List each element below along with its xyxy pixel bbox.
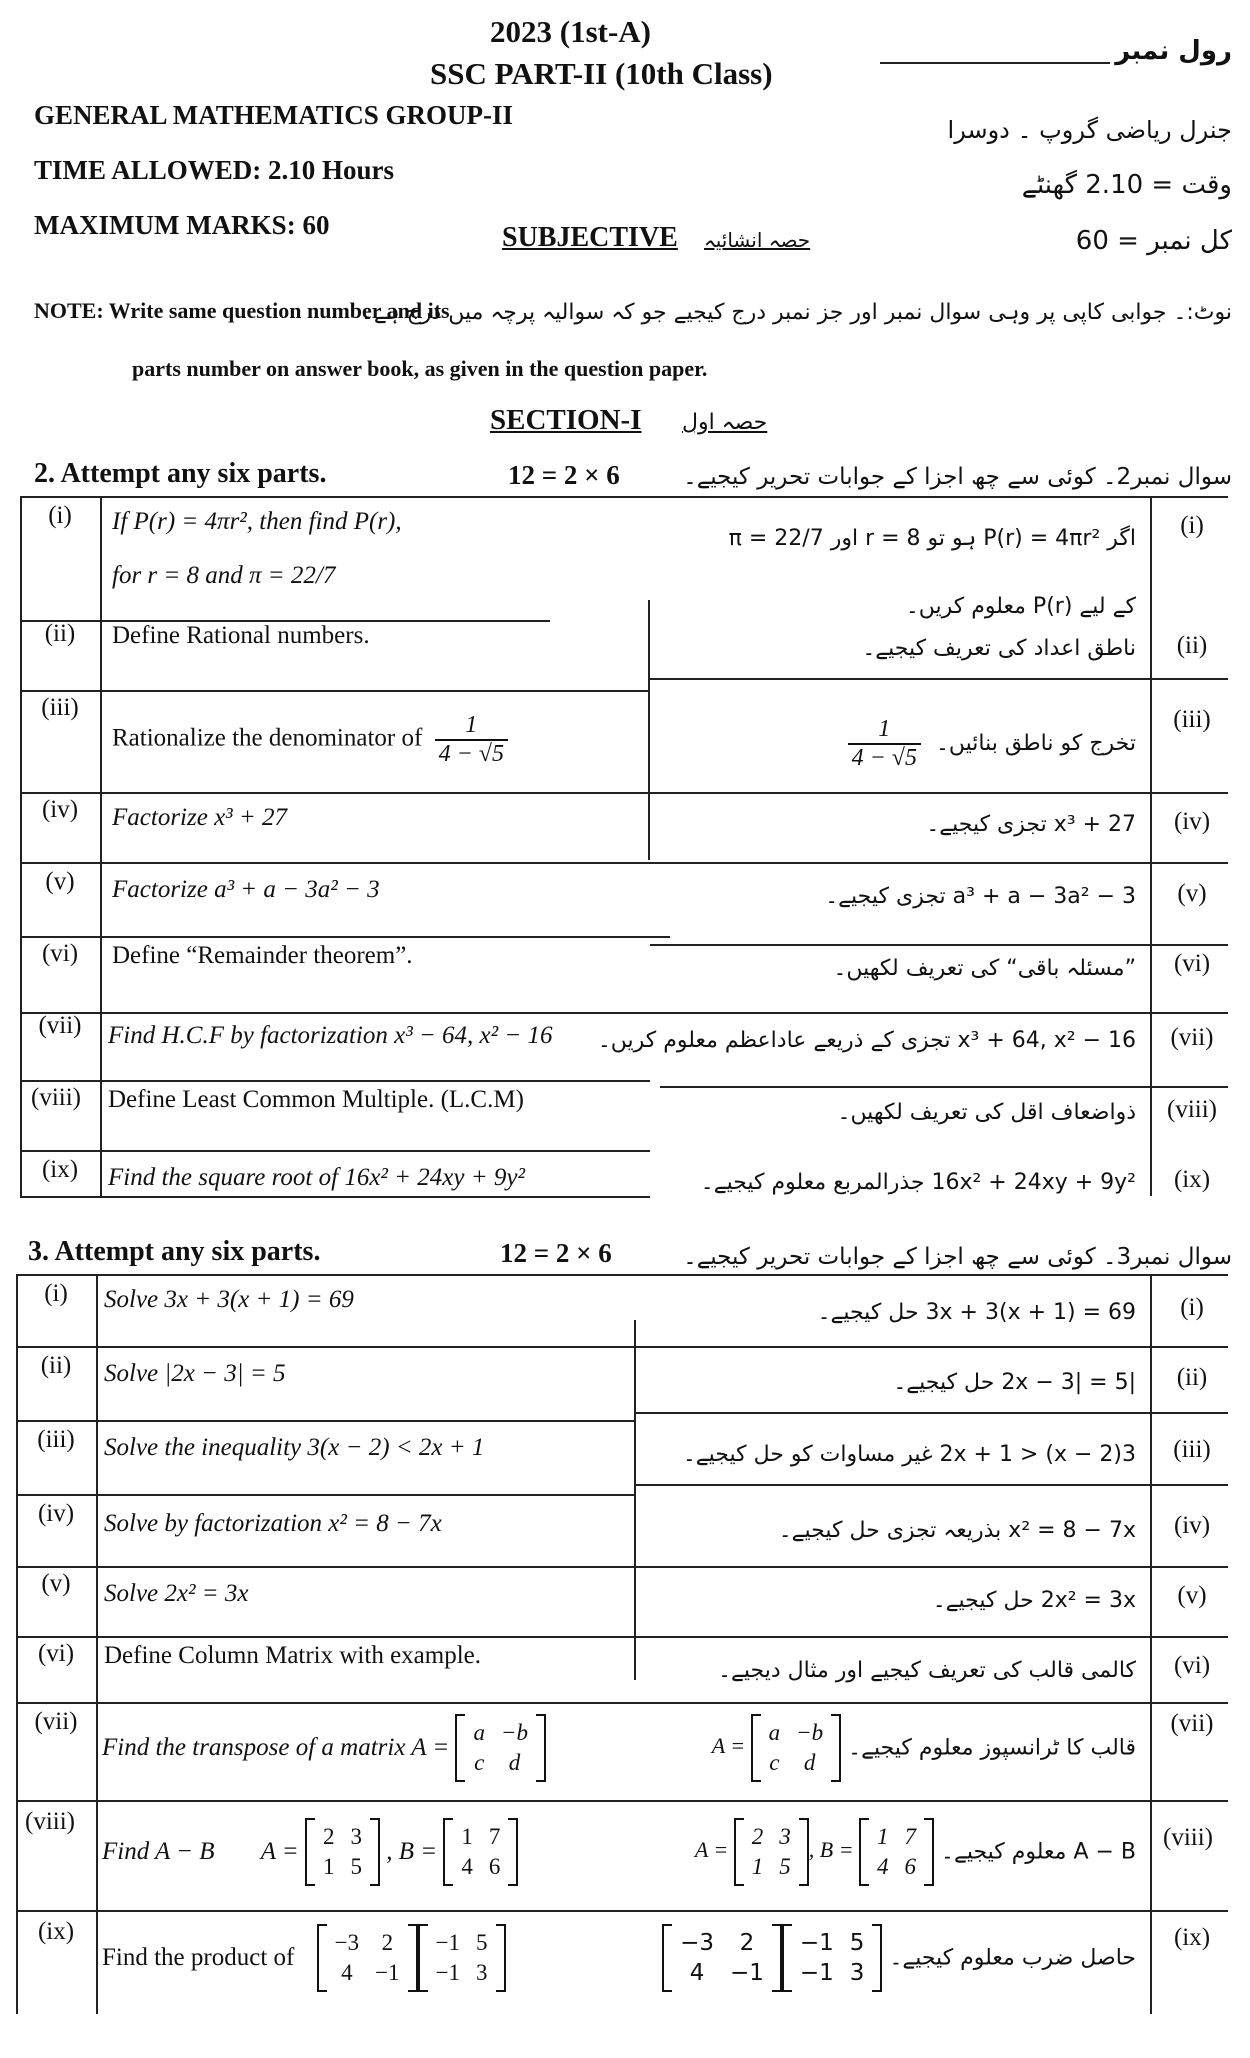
matrix-b-values: 1 7 4 6 xyxy=(859,1818,934,1886)
roll-number-label: رول نمبر xyxy=(1115,36,1232,66)
q2-part-number: (ix) xyxy=(41,1156,79,1183)
q2-part-text-urdu-line2: کے لیے P(r) معلوم کریں۔ xyxy=(905,594,1136,619)
q2-part-number-right: (vi) xyxy=(1173,950,1211,977)
q3-part-number: (ii) xyxy=(40,1352,72,1379)
q2-part-number: (viii) xyxy=(31,1084,81,1111)
q3-part-number-right: (vii) xyxy=(1170,1710,1214,1737)
q2-part-number: (vi) xyxy=(41,940,79,967)
q3-part-text-urdu: 3(x − 2) < 2x + 1 غیر مساوات کو حل کیجیے۔ xyxy=(682,1442,1136,1467)
matrix-product-left: −3 2 4 −1 xyxy=(317,1924,418,1992)
q2-part-number-right: (ii) xyxy=(1176,632,1208,659)
q3-part-number-right: (iii) xyxy=(1173,1436,1211,1463)
q3-part-text: Define Column Matrix with example. xyxy=(104,1642,482,1669)
q3-part-number: (iii) xyxy=(37,1426,75,1453)
time-allowed: TIME ALLOWED: 2.10 Hours xyxy=(34,155,395,185)
q3-part-number-right: (ix) xyxy=(1173,1924,1211,1951)
roll-number-line xyxy=(880,62,1110,64)
q2-part-number: (iii) xyxy=(41,694,79,721)
q2-part-number: (ii) xyxy=(44,620,76,647)
q3-part-text-urdu: حاصل ضرب معلوم کیجیے۔ −3 2 4 −1 −1 5 −1 3 xyxy=(662,1924,1136,1992)
q3-part-number: (vii) xyxy=(34,1708,78,1735)
q3-part-text-urdu: |2x − 3| = 5 حل کیجیے۔ xyxy=(893,1370,1136,1395)
q2-part-text: Define Least Common Multiple. (L.C.M) xyxy=(108,1086,524,1113)
q2-part-text-line2: for r = 8 and π = 22/7 xyxy=(112,562,336,589)
q3-part-text: Solve 3x + 3(x + 1) = 69 xyxy=(104,1286,354,1313)
matrix-a-values: 2 3 1 5 xyxy=(734,1818,809,1886)
matrix-product-right: −1 5 −1 3 xyxy=(418,1924,506,1992)
q3-part-text-urdu: 3x + 3(x + 1) = 69 حل کیجیے۔ xyxy=(817,1300,1136,1325)
q2-part-number-right: (ix) xyxy=(1173,1166,1211,1193)
section-title: SECTION-I xyxy=(490,404,642,436)
q3-part-text-urdu: 2x² = 3x حل کیجیے۔ xyxy=(932,1588,1136,1613)
q3-part-number: (viii) xyxy=(25,1808,75,1835)
q2-heading-urdu: سوال نمبر2۔ کوئی سے چھ اجزا کے جوابات تحریر کیجیے۔ xyxy=(683,464,1232,490)
q3-part-number-right: (iv) xyxy=(1173,1512,1211,1539)
q2-part-text-urdu: x³ + 27 تجزی کیجیے۔ xyxy=(926,812,1136,837)
q3-part-number-right: (v) xyxy=(1177,1582,1207,1609)
q3-part-number: (iv) xyxy=(37,1500,75,1527)
subject-title: GENERAL MATHEMATICS GROUP-II xyxy=(34,100,514,130)
q3-part-number-right: (viii) xyxy=(1163,1824,1213,1851)
q3-part-text-urdu: x² = 8 − 7x بذریعہ تجزی حل کیجیے۔ xyxy=(778,1518,1136,1543)
q3-part-number: (i) xyxy=(44,1280,68,1307)
q2-part-text-urdu: x³ + 64, x² − 16 تجزی کے ذریعے عاداعظم معلوم کریں۔ xyxy=(597,1028,1136,1053)
exam-year: 2023 (1st-A) xyxy=(490,14,651,49)
q2-part-text: If P(r) = 4πr², then find P(r), xyxy=(112,508,402,535)
q2-part-text-urdu: ”مسئلہ باقی“ کی تعریف لکھیں۔ xyxy=(833,956,1136,981)
q2-part-number: (iv) xyxy=(41,796,79,823)
q2-part-text-urdu: a³ + a − 3a² − 3 تجزی کیجیے۔ xyxy=(825,884,1136,909)
q2-part-number: (i) xyxy=(48,502,72,529)
q2-part-text-urdu: تخرج کو ناطق بنائیں۔ $\frac{1}{4 - √5}$ xyxy=(848,716,1136,772)
note-urdu: نوٹ:۔ جوابی کاپی پر وہی سوال نمبر اور جز نمبر درج کیجیے جو کہ سوالیہ پرچہ میں درج ہے۔ xyxy=(360,300,1232,325)
q2-part-number-right: (iv) xyxy=(1173,808,1211,835)
q2-part-text: Find the square root of 16x² + 24xy + 9y² xyxy=(108,1164,525,1191)
note-line-2: parts number on answer book, as given in the question paper. xyxy=(132,356,708,381)
q2-part-text: Factorize a³ + a − 3a² − 3 xyxy=(112,876,380,903)
q3-part-text-urdu: کالمی قالب کی تعریف کیجیے اور مثال دیجیے۔ xyxy=(718,1658,1136,1683)
q3-part-number-right: (vi) xyxy=(1173,1652,1211,1679)
q3-part-text: Find A − B A = 2 3 1 5 , B = 1 7 4 6 xyxy=(102,1818,518,1886)
q3-part-text: Solve the inequality 3(x − 2) < 2x + 1 xyxy=(104,1434,485,1461)
q3-part-text-urdu: A − B معلوم کیجیے۔ A = 2 3 1 5 , B = 1 7 4 6 xyxy=(695,1818,1136,1886)
q2-part-number: (vii) xyxy=(38,1012,82,1039)
q3-part-number-right: (i) xyxy=(1180,1294,1204,1321)
q2-part-number-right: (i) xyxy=(1180,512,1204,539)
matrix-a-values: 2 3 1 5 xyxy=(305,1818,380,1886)
q3-part-text: Solve by factorization x² = 8 − 7x xyxy=(104,1510,442,1537)
q2-part-text: Find H.C.F by factorization x³ − 64, x² − 16 xyxy=(108,1022,553,1049)
q3-heading: 3. Attempt any six parts. xyxy=(28,1236,321,1267)
maximum-marks: MAXIMUM MARKS: 60 xyxy=(34,210,330,240)
q3-part-number: (v) xyxy=(41,1570,71,1597)
matrix-a-b-c-d: a −b c d xyxy=(455,1714,546,1782)
exam-class: SSC PART-II (10th Class) xyxy=(430,56,773,91)
fraction-1-over-4-minus-root5: $\frac{1}{4 - √5}$ xyxy=(435,712,508,768)
q2-part-text: Define “Remainder theorem”. xyxy=(112,942,413,969)
time-allowed-urdu: وقت = 2.10 گھنٹے xyxy=(1021,170,1232,200)
note-line-1: NOTE: Write same question number and its xyxy=(34,298,450,323)
q2-marks: 12 = 2 × 6 xyxy=(508,460,620,490)
q2-part-text-urdu: اگر P(r) = 4πr² ہو تو r = 8 اور π = 22/7 xyxy=(728,526,1136,551)
q2-part-number: (v) xyxy=(45,868,75,895)
q3-part-number-right: (ii) xyxy=(1176,1364,1208,1391)
section-title-urdu: حصہ اول xyxy=(682,410,768,435)
q2-part-text-label: Rationalize the denominator of xyxy=(112,724,423,752)
q2-heading: 2. Attempt any six parts. xyxy=(34,458,327,489)
q2-part-text: Define Rational numbers. xyxy=(112,622,370,649)
q2-part-text xyxy=(112,712,508,768)
maximum-marks-urdu: کل نمبر = 60 xyxy=(1075,226,1232,256)
fraction-1-over-4-minus-root5: $\frac{1}{4 - √5}$ xyxy=(848,716,921,772)
q3-part-number: (vi) xyxy=(37,1640,75,1667)
q2-part-number-right: (v) xyxy=(1177,880,1207,907)
subject-title-urdu: جنرل ریاضی گروپ ۔ دوسرا xyxy=(947,116,1232,144)
matrix-b-values: 1 7 4 6 xyxy=(443,1818,518,1886)
matrix-product-right: −1 5 −1 3 xyxy=(782,1924,883,1992)
q3-part-text: Solve 2x² = 3x xyxy=(104,1580,249,1607)
subjective-title: SUBJECTIVE xyxy=(502,222,678,253)
matrix-product-left: −3 2 4 −1 xyxy=(662,1924,782,1992)
q3-heading-urdu: سوال نمبر3۔ کوئی سے چھ اجزا کے جوابات تحریر کیجیے۔ xyxy=(683,1244,1232,1270)
q2-part-number-right: (viii) xyxy=(1167,1096,1217,1123)
q2-part-text-urdu: 16x² + 24xy + 9y² جذرالمربع معلوم کیجیے۔ xyxy=(700,1170,1136,1195)
q2-part-text-urdu: ناطق اعداد کی تعریف کیجیے۔ xyxy=(862,636,1136,661)
q3-part-text-urdu: قالب کا ٹرانسپوز معلوم کیجیے۔ A = a −b c d xyxy=(712,1714,1136,1782)
q2-part-number-right: (vii) xyxy=(1170,1024,1214,1051)
subjective-title-urdu: حصہ انشائیہ xyxy=(704,228,811,252)
q2-part-text-urdu: ذواضعاف اقل کی تعریف لکھیں۔ xyxy=(837,1100,1136,1125)
q3-part-text: Find the transpose of a matrix A = a −b c d xyxy=(102,1714,546,1782)
q2-part-text: Factorize x³ + 27 xyxy=(112,804,288,831)
q3-marks: 12 = 2 × 6 xyxy=(500,1238,612,1268)
matrix-a-b-c-d: a −b c d xyxy=(751,1714,842,1782)
q3-part-number: (ix) xyxy=(37,1918,75,1945)
q3-part-text: Solve |2x − 3| = 5 xyxy=(104,1360,286,1387)
q2-part-number-right: (iii) xyxy=(1173,706,1211,733)
q3-part-text: Find the product of −3 2 4 −1 −1 5 −1 3 xyxy=(102,1924,506,1992)
